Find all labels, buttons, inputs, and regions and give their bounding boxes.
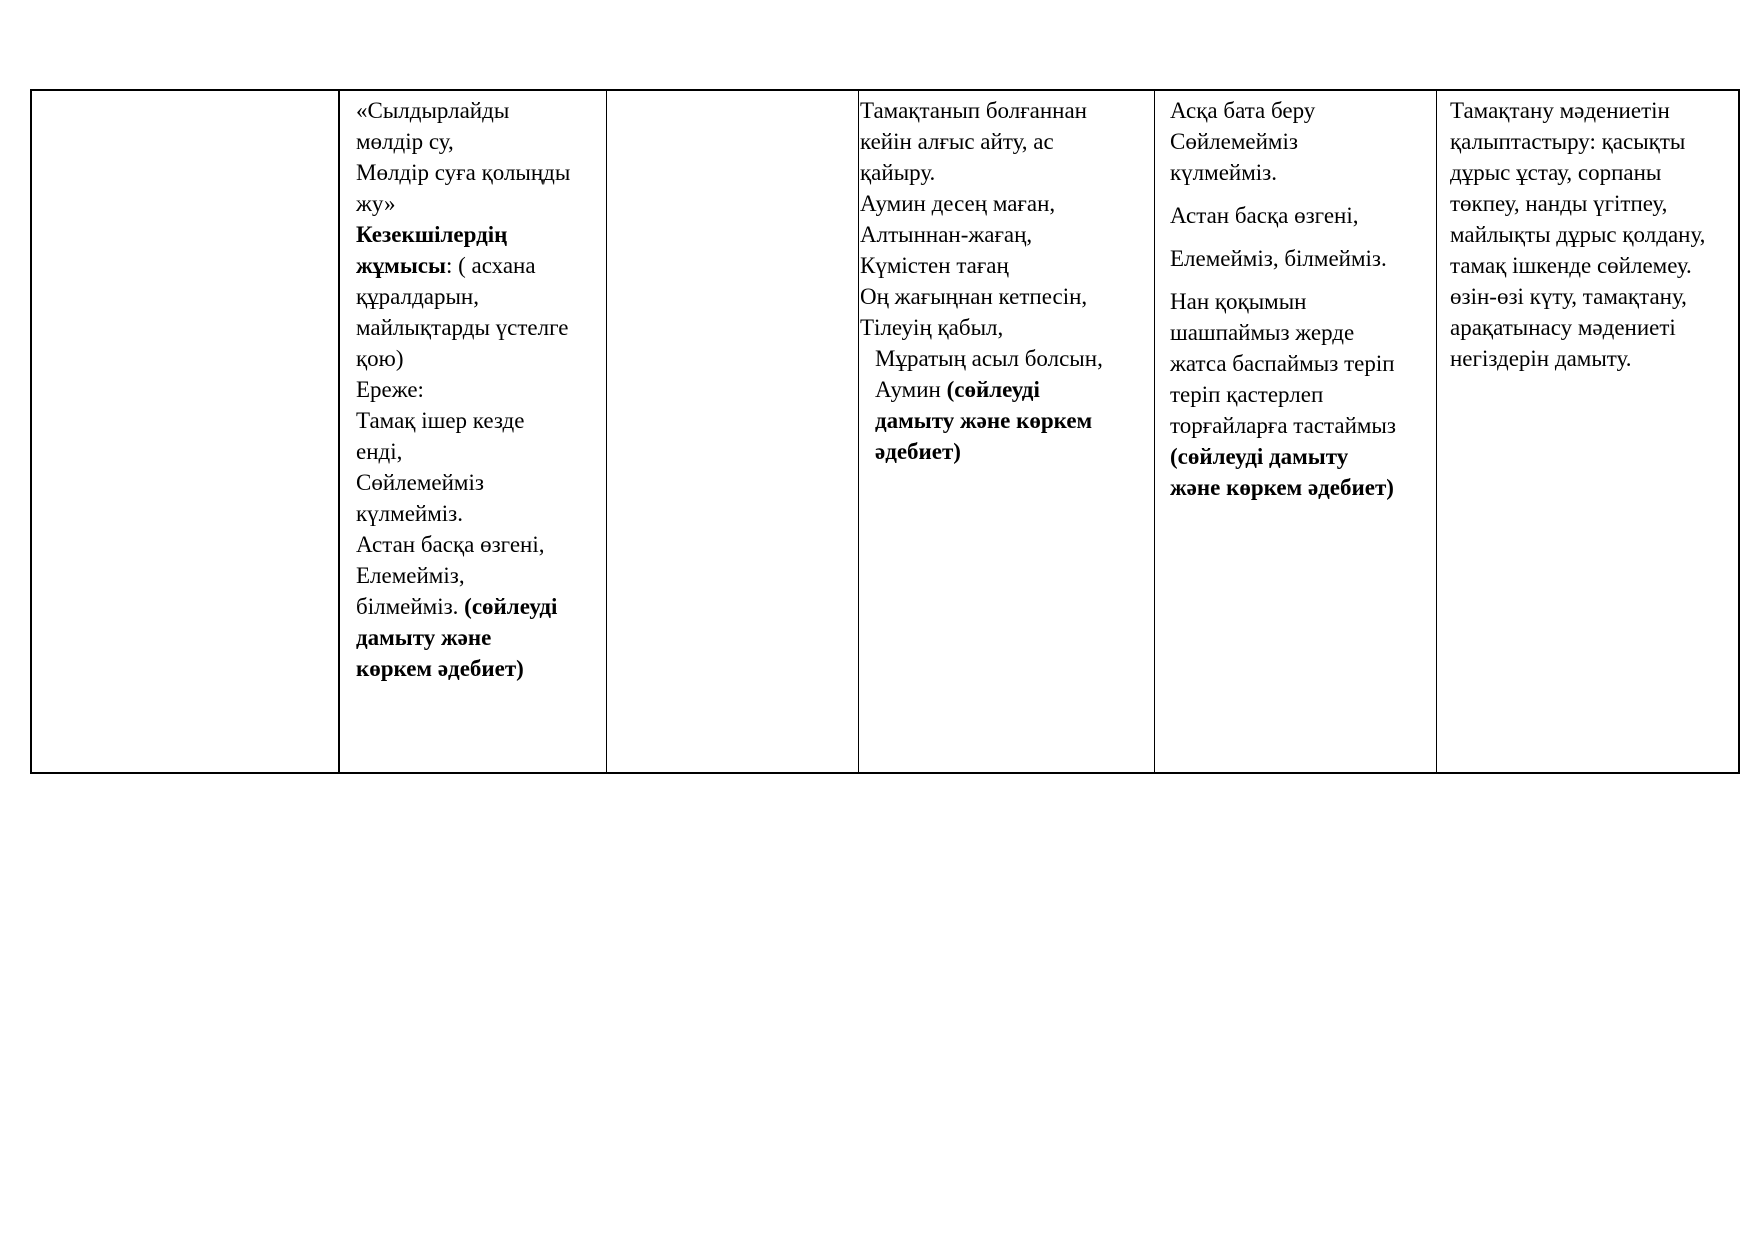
- text-line: майлықты дұрыс қолдану,: [1450, 222, 1706, 247]
- text-line: мөлдір су,: [356, 129, 454, 154]
- text-line: дұрыс ұстау, сорпаны: [1450, 160, 1662, 185]
- subject-tag: көркем әдебиет): [356, 656, 524, 681]
- table-cell-col4: [860, 95, 1150, 467]
- text-line: білмейміз.: [356, 594, 459, 619]
- text-line: Нан қоқымын: [1170, 289, 1307, 314]
- text-line: күлмейміз.: [1170, 160, 1278, 185]
- text-line: өзін-өзі күту, тамақтану,: [1450, 284, 1687, 309]
- text-line: кейін алғыс айту, ас: [860, 129, 1054, 154]
- text-line: Аумин десең маған,: [860, 191, 1056, 216]
- text-line: Аумин: [875, 377, 941, 402]
- text-line: Астан басқа өзгені,: [1170, 203, 1359, 228]
- text-line: төкпеу, нанды үгітпеу,: [1450, 191, 1668, 216]
- column-divider: [858, 91, 859, 772]
- text-line: Сөйлемейміз: [1170, 129, 1298, 154]
- subject-tag: (сөйлеуді: [464, 594, 558, 619]
- text-line: торғайларға тастаймыз: [1170, 413, 1396, 438]
- text-line: Алтыннан-жағаң,: [860, 222, 1033, 247]
- subject-tag: (сөйлеуді: [946, 377, 1040, 402]
- text-line: Тамақтану мәдениетін: [1450, 98, 1670, 123]
- duty-heading: Кезекшілердің: [356, 222, 508, 247]
- table-cell-col6: [1450, 95, 1740, 374]
- subject-tag: әдебиет): [875, 439, 961, 464]
- subject-tag: (сөйлеуді дамыту: [1170, 444, 1349, 469]
- schedule-table: [30, 89, 1740, 774]
- text-line: қою): [356, 346, 404, 371]
- subject-tag: дамыту және көркем: [875, 408, 1093, 433]
- text-line: Астан басқа өзгені,: [356, 532, 545, 557]
- text-line: Ереже:: [356, 377, 424, 402]
- text-line: Тамақтанып болғаннан: [860, 98, 1087, 123]
- subject-tag: және көркем әдебиет): [1170, 475, 1394, 500]
- text-line: шашпаймыз жерде: [1170, 320, 1355, 345]
- table-cell-col5: [1170, 95, 1432, 503]
- text-line: Мұратың асыл болсын,: [875, 346, 1103, 371]
- text-line: Оң жағыңнан кетпесін,: [860, 284, 1088, 309]
- text-line: Асқа бата беру: [1170, 98, 1316, 123]
- column-divider: [1436, 91, 1437, 772]
- text-line: тамақ ішкенде сөйлемеу.: [1450, 253, 1692, 278]
- column-divider: [1154, 91, 1155, 772]
- text-line: күлмейміз.: [356, 501, 464, 526]
- text-line: Мөлдір суға қолыңды: [356, 160, 571, 185]
- text-line: «Сылдырлайды: [356, 98, 510, 123]
- text-line: Күмістен тағаң: [860, 253, 1009, 278]
- table-cell-col2: [356, 95, 602, 684]
- text-line: Тілеуің қабыл,: [860, 315, 1004, 340]
- text-line: арақатынасу мәдениеті: [1450, 315, 1676, 340]
- text-line: енді,: [356, 439, 403, 464]
- column-divider: [338, 91, 340, 772]
- text-line: Тамақ ішер кезде: [356, 408, 525, 433]
- text-line: Сөйлемейміз: [356, 470, 484, 495]
- text-line: жу»: [356, 191, 396, 216]
- column-divider: [606, 91, 607, 772]
- duty-heading: жұмысы: [356, 253, 446, 278]
- text-line: негіздерін дамыту.: [1450, 346, 1632, 371]
- text-line: жатса баспаймыз теріп: [1170, 351, 1395, 376]
- text-line: : ( асхана: [445, 253, 536, 278]
- text-line: қалыптастыру: қасықты: [1450, 129, 1686, 154]
- text-line: теріп қастерлеп: [1170, 382, 1324, 407]
- subject-tag: дамыту және: [356, 625, 492, 650]
- text-line: Елемейміз, білмейміз.: [1170, 246, 1387, 271]
- text-line: майлықтарды үстелге: [356, 315, 569, 340]
- text-line: құралдарын,: [356, 284, 479, 309]
- text-line: қайыру.: [860, 160, 936, 185]
- text-line: Елемейміз,: [356, 563, 465, 588]
